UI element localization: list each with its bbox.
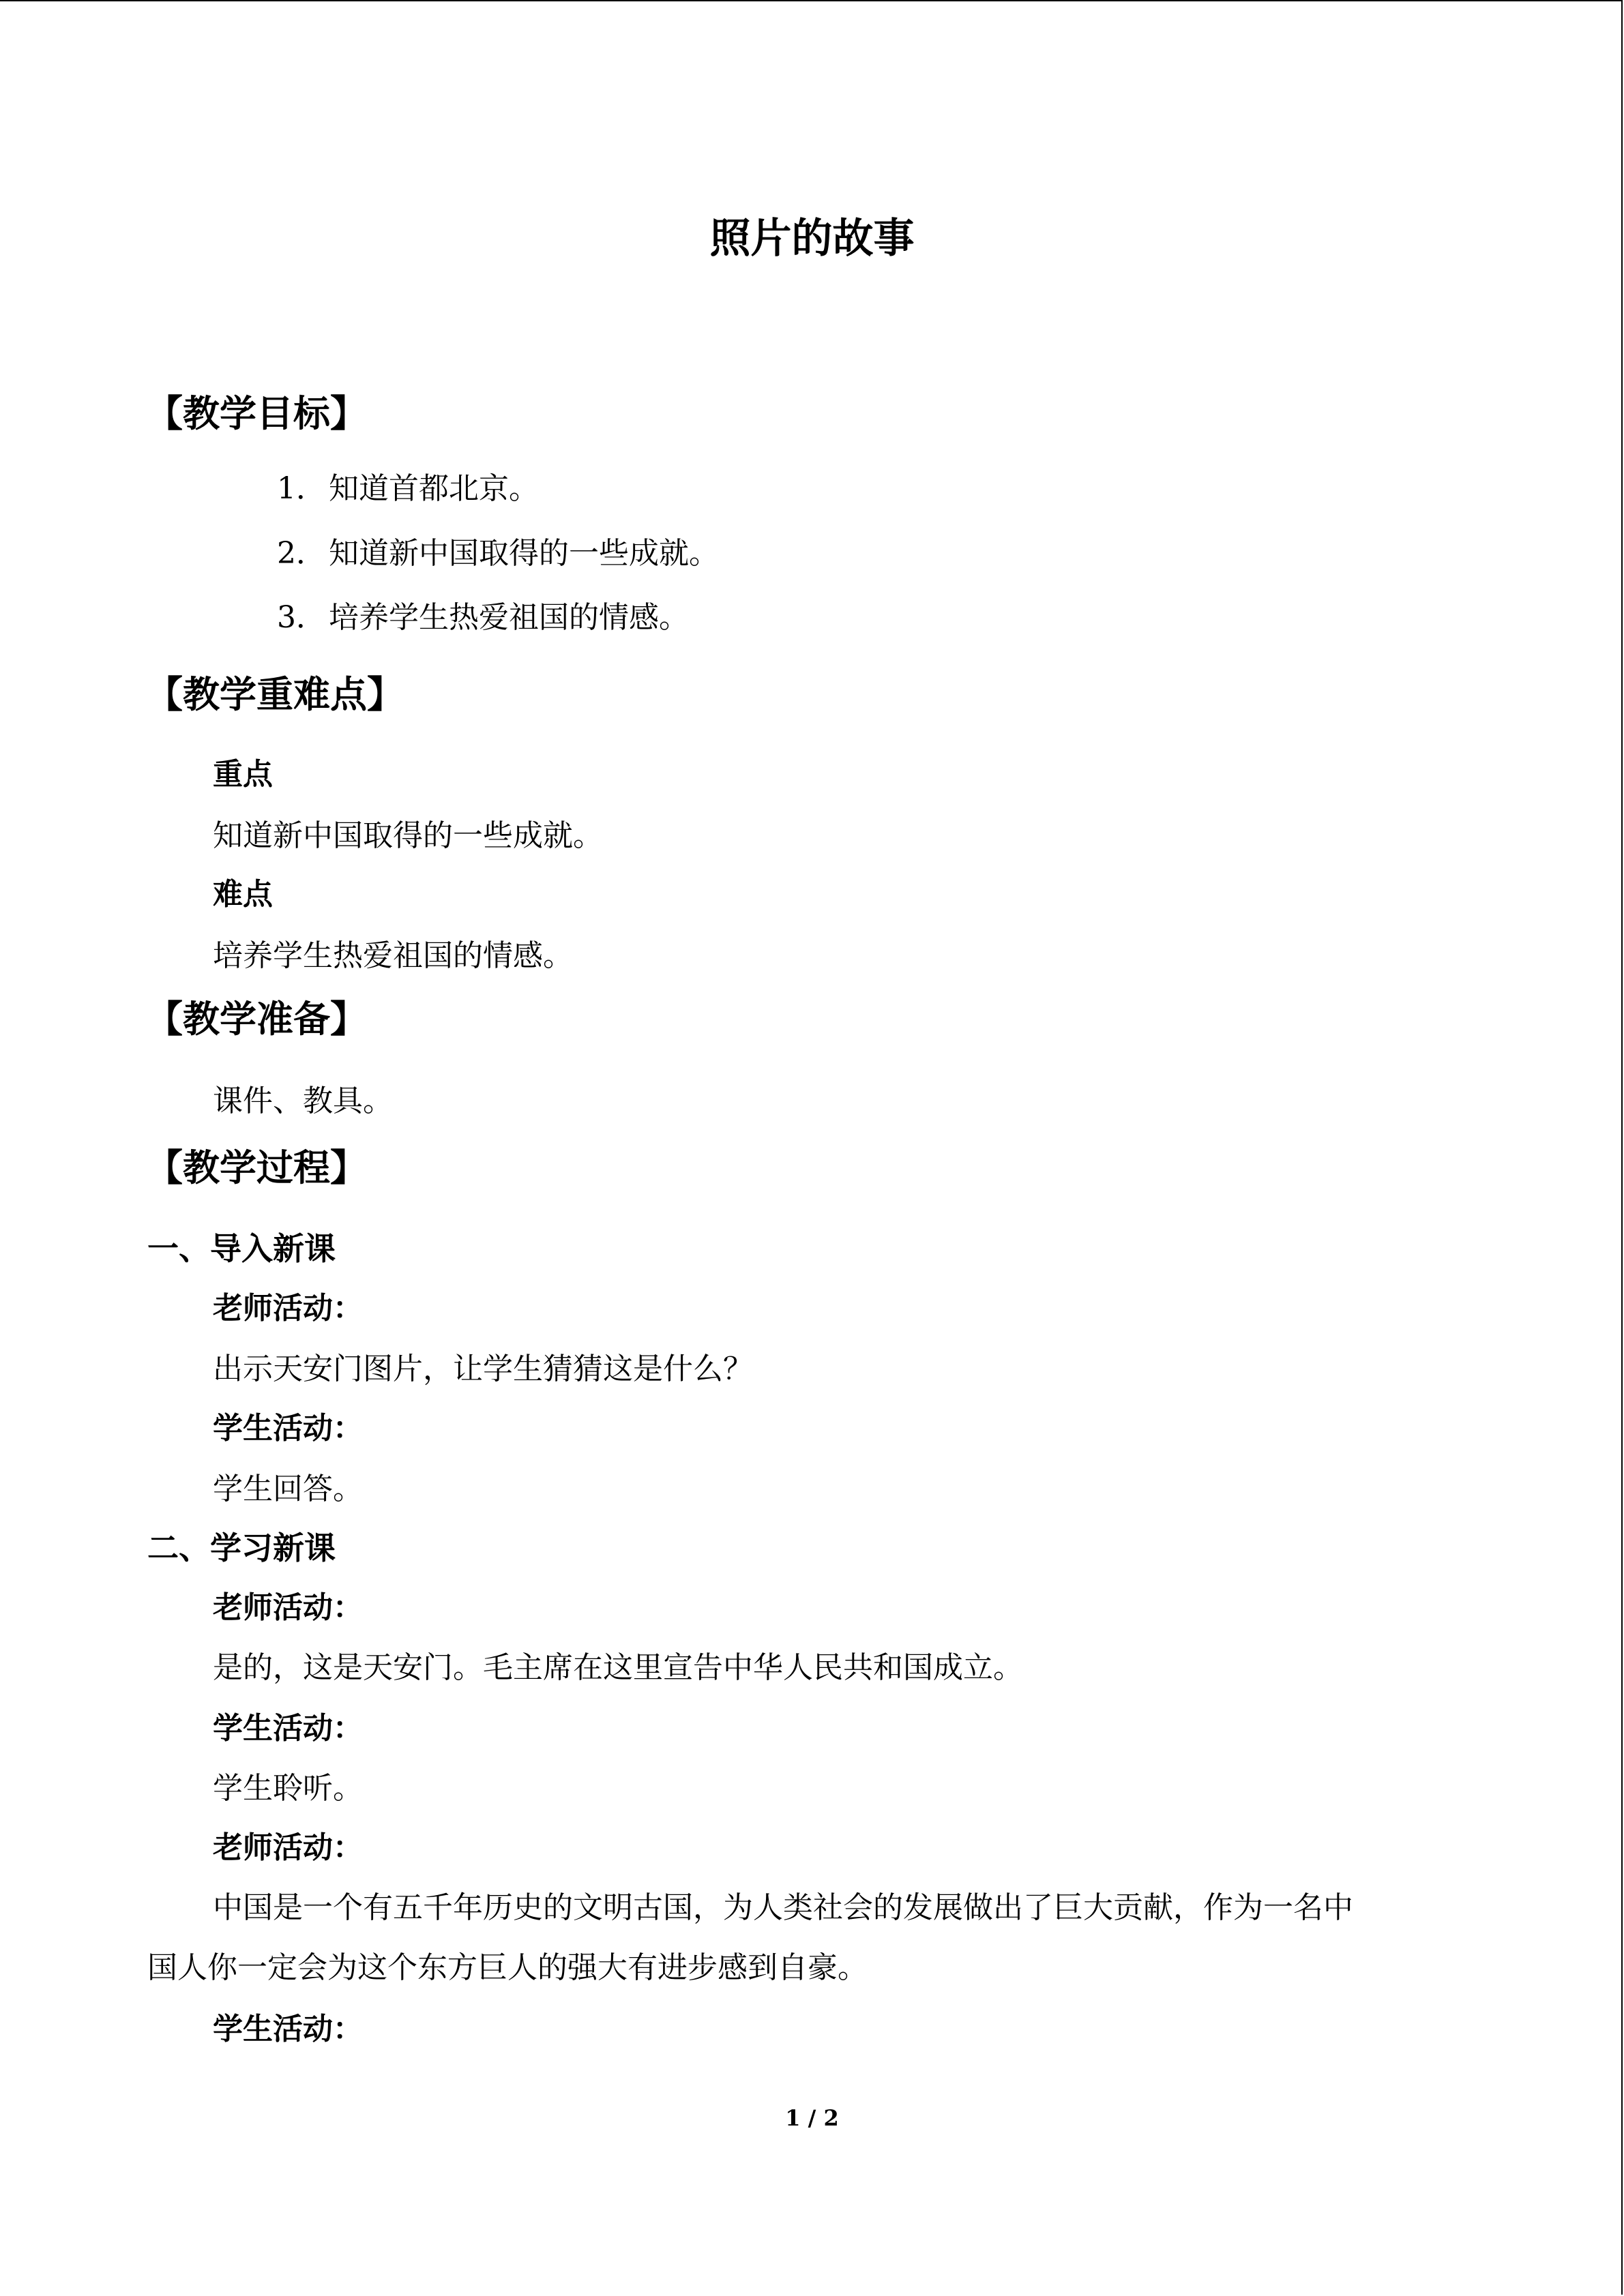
step2-student-label-1: 学生活动：	[213, 1711, 363, 1746]
preparation-heading: 【教学准备】	[146, 997, 367, 1041]
goal-item-3-text: 培养学生热爱祖国的情感。	[329, 600, 689, 635]
step2-teacher-text-2-line1: 中国是一个有五千年历史的文明古国，为人类社会的发展做出了巨大贡献，作为一名中	[213, 1890, 1353, 1925]
step2-student-label-2: 学生活动：	[213, 2012, 363, 2046]
goal-item-2-number: 2．	[277, 536, 326, 571]
key-points-heading: 【教学重难点】	[146, 672, 404, 716]
step2-teacher-text-1: 是的，这是天安门。毛主席在这里宣告中华人民共和国成立。	[213, 1650, 1023, 1685]
focus-label: 重点	[213, 757, 273, 792]
step1-heading: 一、导入新课	[147, 1230, 336, 1267]
goal-item-3-number: 3．	[277, 600, 326, 635]
step2-teacher-label-1: 老师活动：	[213, 1590, 363, 1625]
step1-teacher-label: 老师活动：	[213, 1291, 363, 1326]
step1-student-text: 学生回答。	[213, 1472, 363, 1506]
step1-teacher-text: 出示天安门图片，让学生猜猜这是什么？	[213, 1352, 753, 1386]
goal-item-1-number: 1．	[277, 471, 326, 506]
goal-item-1-text: 知道首都北京。	[329, 471, 539, 506]
goal-item-2	[277, 533, 719, 574]
difficulty-text: 培养学生热爱祖国的情感。	[213, 938, 573, 973]
step2-heading: 二、学习新课	[147, 1530, 336, 1566]
focus-text: 知道新中国取得的一些成就。	[213, 818, 603, 853]
goals-heading: 【教学目标】	[146, 391, 367, 435]
goal-item-1	[277, 468, 539, 509]
goal-item-3	[277, 597, 689, 638]
process-heading: 【教学过程】	[146, 1146, 367, 1189]
step2-student-text-1: 学生聆听。	[213, 1771, 363, 1806]
preparation-text: 课件、教具。	[213, 1084, 393, 1118]
page-number: 1 / 2	[785, 2105, 839, 2131]
page-title: 照片的故事	[709, 215, 915, 263]
step1-student-label: 学生活动：	[213, 1411, 363, 1446]
step2-teacher-text-2-line2: 国人你一定会为这个东方巨人的强大有进步感到自豪。	[147, 1950, 868, 1985]
difficulty-label: 难点	[213, 877, 273, 912]
step2-teacher-label-2: 老师活动：	[213, 1830, 363, 1865]
goal-item-2-text: 知道新中国取得的一些成就。	[329, 536, 719, 571]
